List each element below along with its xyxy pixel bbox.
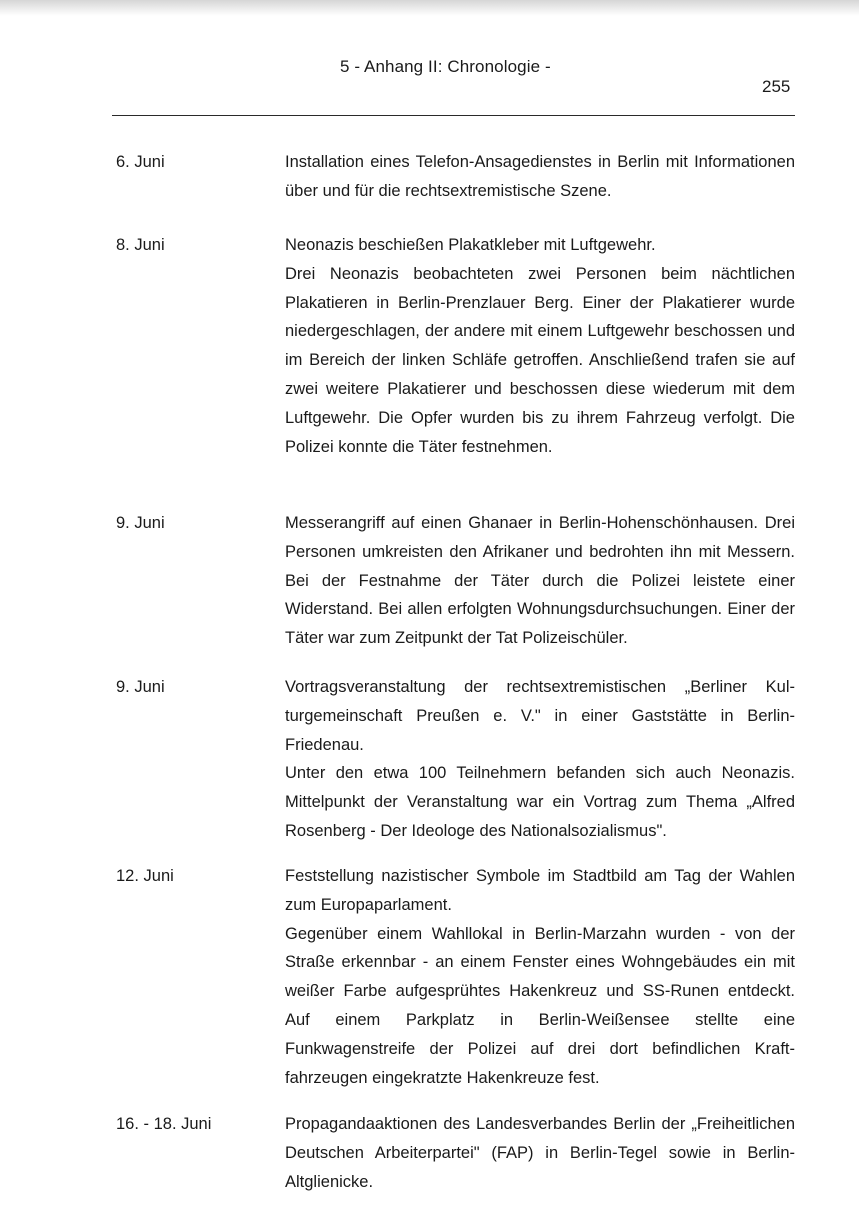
entry-date: 8. Juni (116, 236, 165, 254)
entry-text (285, 1110, 795, 1196)
entry-paragraph: Vortragsveranstaltung der rechtsextremistischen „Berliner Kulturgemeinschaft Preußen e. V." in einer Gaststätte in Berlin-Friedenau. (285, 678, 795, 754)
entry-date: 9. Juni (116, 678, 165, 696)
header-title: 5 - Anhang II: Chronologie - (340, 57, 551, 76)
entry-paragraph: Messerangriff auf einen Ghanaer in Berlin-Hohenschönhausen. Drei Personen umkreisten den Afrikaner und bedrohten ihn mit Messern. Bei der Festnahme der Täter durch die Polizei leistete einer Widerstand. Bei allen erfolgten Wohnungsdurchsuchungen. Einer der Täter war zum Zeitpunkt der Tat Polizeischüler. (285, 514, 795, 648)
entry-paragraph: Neonazis beschießen Plakatkleber mit Luftgewehr. (285, 236, 656, 254)
entry-date: 16. - 18. Juni (116, 1115, 212, 1133)
entry-paragraph: Installation eines Telefon-Ansagedienstes in Berlin mit Informationen über und für die rechtsextremistische Szene. (285, 153, 795, 200)
entry-date: 9. Juni (116, 514, 165, 532)
entry-date: 12. Juni (116, 867, 174, 885)
entry-paragraph: Drei Neonazis beobachteten zwei Personen beim nächtlichen Plakatieren in Berlin-Prenzlauer Berg. Einer der Plakatierer wurde niedergeschlagen, der andere mit einem Luftgewehr beschossen und im Bereich der linken Schläfe getroffen. Anschließend trafen sie auf zwei weitere Plakatierer und beschossen diese wiederum mit dem Luftgewehr. Die Opfer wurden bis zu ihrem Fahrzeug verfolgt. Die Polizei konnte die Täter festnehmen. (285, 264, 795, 456)
entry-text (285, 148, 795, 206)
entry-text (285, 509, 795, 653)
page-number: 255 (762, 77, 791, 96)
entry-paragraph: Unter den etwa 100 Teilnehmern befanden sich auch Neonazis. Mittelpunkt der Veranstaltung war ein Vortrag zum Thema „Alfred Rosenberg - Der Ideologe des Nationalsozialismus". (285, 764, 795, 840)
page-header (0, 0, 859, 120)
entry-text (285, 862, 795, 1092)
entry-paragraph: Gegenüber einem Wahllokal in Berlin-Marzahn wurden - von der Straße erkennbar - an einem Fenster eines Wohngebäudes ein mit weißer Farbe aufgesprühtes Hakenkreuz und SS-Runen entdeckt. Auf einem Parkplatz in Berlin-Weißensee stellte eine Funkwagenstreife der Polizei auf drei dort befindlichen Kraftfahrzeugen eingekratzte Hakenkreuze fest. (285, 924, 795, 1087)
entry-paragraph: Propagandaaktionen des Landesverbandes Berlin der „Freiheitlichen Deutschen Arbeiterpartei" (FAP) in Berlin-Tegel sowie in Berlin-Altglienicke. (285, 1115, 795, 1191)
entry-paragraph: Feststellung nazistischer Symbole im Stadtbild am Tag der Wahlen zum Europaparlament. (285, 867, 795, 914)
entry-text (285, 673, 795, 846)
entry-text (285, 231, 795, 461)
entry-date: 6. Juni (116, 153, 165, 171)
header-divider (112, 115, 795, 116)
